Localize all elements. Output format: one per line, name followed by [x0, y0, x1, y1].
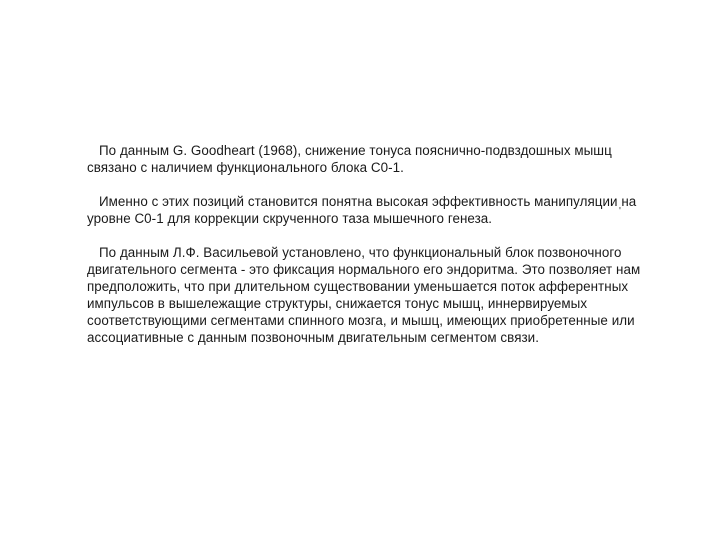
- body-text: [87, 142, 657, 346]
- paragraph-goodheart: По данным G. Goodheart (1968), снижение тонуса пояснично-подвздошных мышц связано с наличием функционального блока С0-1.: [87, 143, 612, 175]
- paragraph-vasilyeva: По данным Л.Ф. Васильевой установлено, что функциональный блок позвоночного двигательного сегмента - это фиксация нормального его эндоритма. Это позволяет нам предположить, что при длительном существовании уменьшается поток афферентных импульсов в вышележащие структуры, снижается тонус мышц, иннервируемых соответствующими сегментами спинного мозга, и мышц, имеющих приобретенные или ассоциативные с данным позвоночным двигательным сегментом связи.: [87, 245, 641, 345]
- stray-mark: ': [619, 206, 621, 217]
- paragraph-manipulation: Именно с этих позиций становится понятна высокая эффективность манипуляции на уровне С0-1 для коррекции скрученного таза мышечного генеза.: [87, 194, 637, 226]
